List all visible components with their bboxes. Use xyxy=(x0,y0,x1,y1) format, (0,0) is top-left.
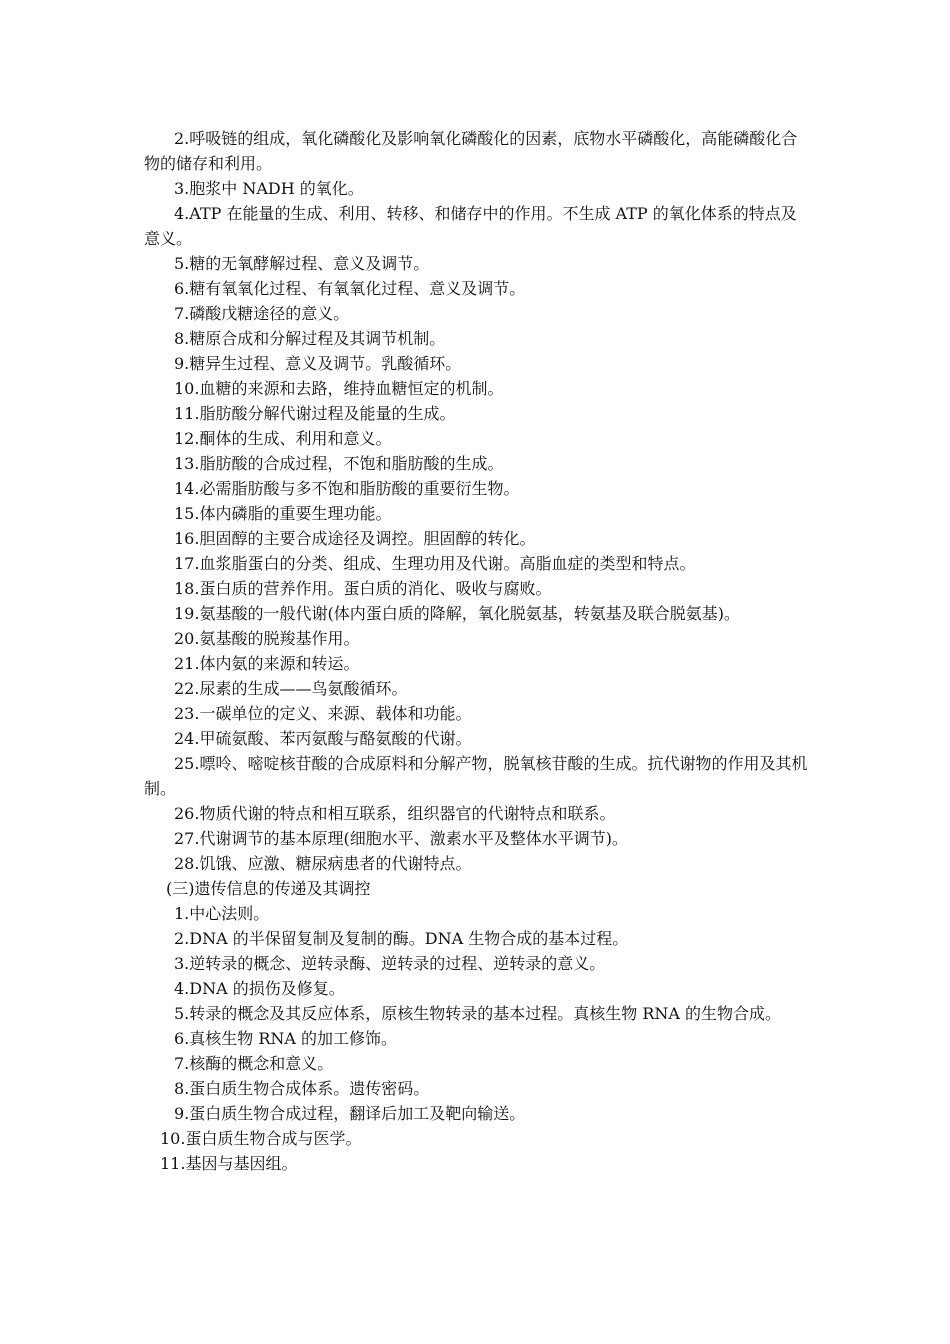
list-item: 17.血浆脂蛋白的分类、组成、生理功用及代谢。高脂血症的类型和特点。 xyxy=(174,554,696,573)
list-item: 24.甲硫氨酸、苯丙氨酸与酪氨酸的代谢。 xyxy=(174,729,472,748)
list-item: 9.糖异生过程、意义及调节。乳酸循环。 xyxy=(174,354,462,373)
list-item: 12.酮体的生成、利用和意义。 xyxy=(174,429,392,448)
list-item: 13.脂肪酸的合成过程，不饱和脂肪酸的生成。 xyxy=(174,454,504,473)
list-item: 3.胞浆中 NADH 的氧化。 xyxy=(174,179,364,198)
list-item: 5.转录的概念及其反应体系，原核生物转录的基本过程。真核生物 RNA 的生物合成。 xyxy=(174,1004,782,1023)
list-item: 8.糖原合成和分解过程及其调节机制。 xyxy=(174,329,446,348)
list-item: 11.脂肪酸分解代谢过程及能量的生成。 xyxy=(174,404,456,423)
list-item: 25.嘌呤、嘧啶核苷酸的合成原料和分解产物，脱氧核苷酸的生成。抗代谢物的作用及其机制。 xyxy=(144,754,808,798)
list-item: 15.体内磷脂的重要生理功能。 xyxy=(174,504,392,523)
list-item: 8.蛋白质生物合成体系。遗传密码。 xyxy=(174,1079,430,1098)
list-item: 28.饥饿、应激、糖尿病患者的代谢特点。 xyxy=(174,854,472,873)
list-item: 10.蛋白质生物合成与医学。 xyxy=(160,1129,362,1148)
list-item: 5.糖的无氧酵解过程、意义及调节。 xyxy=(174,254,430,273)
list-item: 4.DNA 的损伤及修复。 xyxy=(174,979,345,998)
list-item: 20.氨基酸的脱羧基作用。 xyxy=(174,629,360,648)
list-item: 19.氨基酸的一般代谢(体内蛋白质的降解，氧化脱氨基，转氨基及联合脱氨基)。 xyxy=(174,604,740,623)
list-item: 7.核酶的概念和意义。 xyxy=(174,1054,334,1073)
list-item: 2.呼吸链的组成，氧化磷酸化及影响氧化磷酸化的因素，底物水平磷酸化，高能磷酸化合物的储存和利用。 xyxy=(144,129,798,173)
list-item: 22.尿素的生成——鸟氨酸循环。 xyxy=(174,679,408,698)
list-item: 11.基因与基因组。 xyxy=(160,1154,298,1173)
list-item: 6.糖有氧氧化过程、有氧氧化过程、意义及调节。 xyxy=(174,279,526,298)
list-item: 3.逆转录的概念、逆转录酶、逆转录的过程、逆转录的意义。 xyxy=(174,954,606,973)
list-item: 21.体内氨的来源和转运。 xyxy=(174,654,360,673)
list-item: 16.胆固醇的主要合成途径及调控。胆固醇的转化。 xyxy=(174,529,536,548)
list-item: 10.血糖的来源和去路，维持血糖恒定的机制。 xyxy=(174,379,504,398)
list-item: 6.真核生物 RNA 的加工修饰。 xyxy=(174,1029,398,1048)
list-item: 4.ATP 在能量的生成、利用、转移、和储存中的作用。不生成 ATP 的氧化体系的特点及意义。 xyxy=(144,204,797,248)
list-item: 2.DNA 的半保留复制及复制的酶。DNA 生物合成的基本过程。 xyxy=(174,929,629,948)
list-item: 18.蛋白质的营养作用。蛋白质的消化、吸收与腐败。 xyxy=(174,579,552,598)
section-heading: (三)遗传信息的传递及其调控 xyxy=(166,879,371,898)
list-item: 27.代谢调节的基本原理(细胞水平、激素水平及整体水平调节)。 xyxy=(174,829,628,848)
list-item: 9.蛋白质生物合成过程，翻译后加工及靶向输送。 xyxy=(174,1104,526,1123)
list-item: 26.物质代谢的特点和相互联系，组织器官的代谢特点和联系。 xyxy=(174,804,616,823)
list-item: 1.中心法则。 xyxy=(174,904,270,923)
list-item: 23.一碳单位的定义、来源、载体和功能。 xyxy=(174,704,472,723)
list-item: 7.磷酸戊糖途径的意义。 xyxy=(174,304,350,323)
document-page xyxy=(144,126,812,1176)
list-item: 14.必需脂肪酸与多不饱和脂肪酸的重要衍生物。 xyxy=(174,479,520,498)
